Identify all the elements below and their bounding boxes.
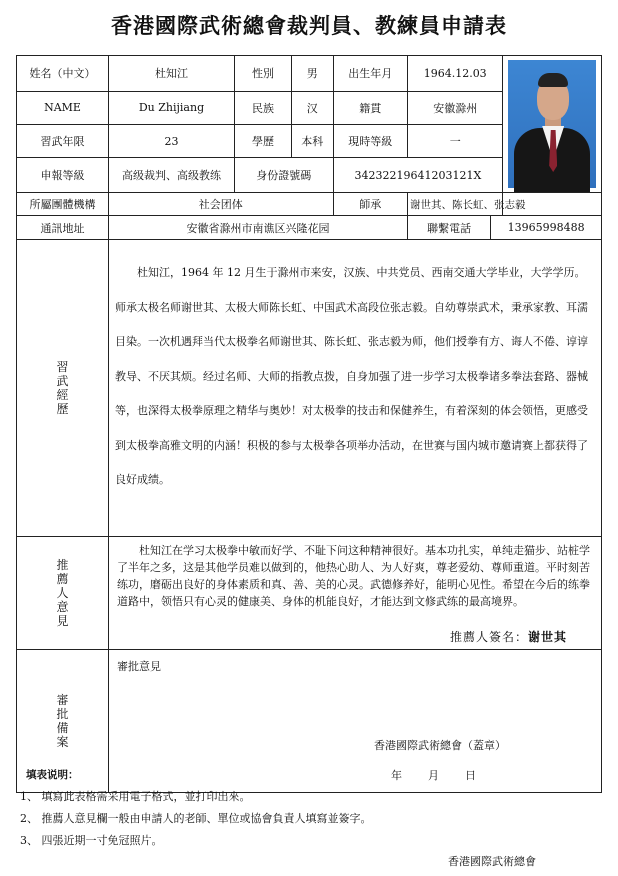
form-title: 香港國際武術總會裁判員、教練員申請表 (111, 13, 507, 38)
recommender-signature (450, 629, 567, 646)
note-item-1: 1、 填寫此表格需采用電子格式，並打印出來。 (20, 790, 251, 803)
name-cn-value[interactable]: 杜知江 (109, 56, 235, 92)
gender-label: 性別 (234, 56, 291, 92)
address-value[interactable]: 安徽省滁州市南谯区兴隆花园 (109, 216, 408, 240)
education-value[interactable]: 本科 (291, 125, 333, 158)
organization-value[interactable]: 社会团体 (109, 193, 334, 216)
recommendation-label (17, 537, 109, 650)
experience-text[interactable]: 杜知江，1964 年 12 月生于滁州市来安，汉族、中共党员、西南交通大学毕业，大学学历。师承太极名师谢世其、太极大师陈长虹、中国武术高段位张志毅。自幼尊崇武术，秉承家教、耳濡目染。一次机遇拜当代太极拳名师谢世其、陈长虹、张志毅为师，他们授拳有方、诲人不倦、谆谆教导、不厌其烦。经过名师、大师的指教点拨，自身加强了进一步学习太极拳诸多拳法套路、器械等，也深得太极拳原理之精华与奥妙！对太极拳的技击和保健养生，有着深刻的体会领悟，更感受到太极拳高雅文明的内涵！积极的参与太极拳各项举办活动，在世赛与国内城市邀请赛上都获得了良好成绩。 (109, 240, 602, 537)
phone-value[interactable]: 13965998488 (491, 216, 602, 240)
phone-label: 聯繫電話 (408, 216, 491, 240)
notes-section (20, 767, 372, 848)
gender-value[interactable]: 男 (291, 56, 333, 92)
note-item-2: 2、 推薦人意見欄一般由申請人的老師、單位或協會負責人填寫並簽字。 (20, 812, 372, 825)
name-en-value[interactable]: Du Zhijiang (109, 91, 235, 124)
approval-seal: 香港國際武術總會（蓋章） (374, 739, 507, 752)
address-label: 通訊地址 (17, 216, 109, 240)
years-label: 習武年限 (17, 125, 109, 158)
photo-cell (503, 56, 602, 193)
recommendation-cell[interactable] (109, 537, 602, 650)
sign-label: 推薦人簽名： (449, 630, 528, 644)
name-en-label: NAME (17, 91, 109, 124)
id-number-label: 身份證號碼 (234, 158, 333, 193)
date-day: 日 (465, 769, 477, 782)
birth-label: 出生年月 (333, 56, 407, 92)
birth-value[interactable]: 1964.12.03 (408, 56, 503, 92)
ethnicity-label: 民族 (234, 91, 291, 124)
organization-label: 所屬團體機構 (17, 193, 109, 216)
application-form-table (16, 55, 602, 793)
date-year: 年 (391, 769, 403, 782)
education-label: 學歷 (234, 125, 291, 158)
note-item-3: 3、 四張近期一寸免冠照片。 (20, 834, 163, 847)
footer-org: 香港國際武術總會 (448, 855, 536, 868)
name-cn-label: 姓名（中文） (17, 56, 109, 92)
master-value[interactable]: 谢世其、陈长虹、张志毅 (408, 193, 503, 216)
master-label: 師承 (333, 193, 407, 216)
notes-title: 填表说明： (26, 769, 79, 781)
recommendation-label-text: 推 薦 人 意 見 (56, 558, 69, 628)
applicant-photo (508, 60, 596, 188)
experience-label-text: 習 武 經 歷 (56, 360, 69, 416)
native-place-value[interactable]: 安徽滁州 (408, 91, 503, 124)
approval-date (391, 767, 502, 783)
id-number-value[interactable]: 34232219641203121X (333, 158, 503, 193)
date-month: 月 (428, 769, 440, 782)
years-value[interactable]: 23 (109, 125, 235, 158)
signer-name: 谢世其 (527, 630, 567, 644)
apply-level-value[interactable]: 高级裁判、高级教练 (109, 158, 235, 193)
approval-label-text: 審 批 備 案 (56, 693, 69, 749)
experience-label (17, 240, 109, 537)
native-place-label: 籍貫 (333, 91, 407, 124)
approval-heading: 審批意見 (117, 660, 162, 673)
apply-level-label: 申報等級 (17, 158, 109, 193)
ethnicity-value[interactable]: 汉 (291, 91, 333, 124)
recommendation-text: 杜知江在学习太极拳中敏而好学、不耻下问这种精神很好。基本功扎实，单纯走猫步、站桩学了半年之多，这是其他学员难以做到的，他热心助人、为人好爽，尊老爱幼、尊师重道。平时刻苦练功，磨砺出良好的身体素质和真、善、美的心灵。武德修养好，能明心见性。希望在今后的练拳道路中，领悟只有心灵的健康美、身体的机能良好，才能达到文修武练的最高境界。 (117, 544, 591, 608)
current-level-label: 現時等級 (333, 125, 407, 158)
current-level-value[interactable]: 一 (408, 125, 503, 158)
